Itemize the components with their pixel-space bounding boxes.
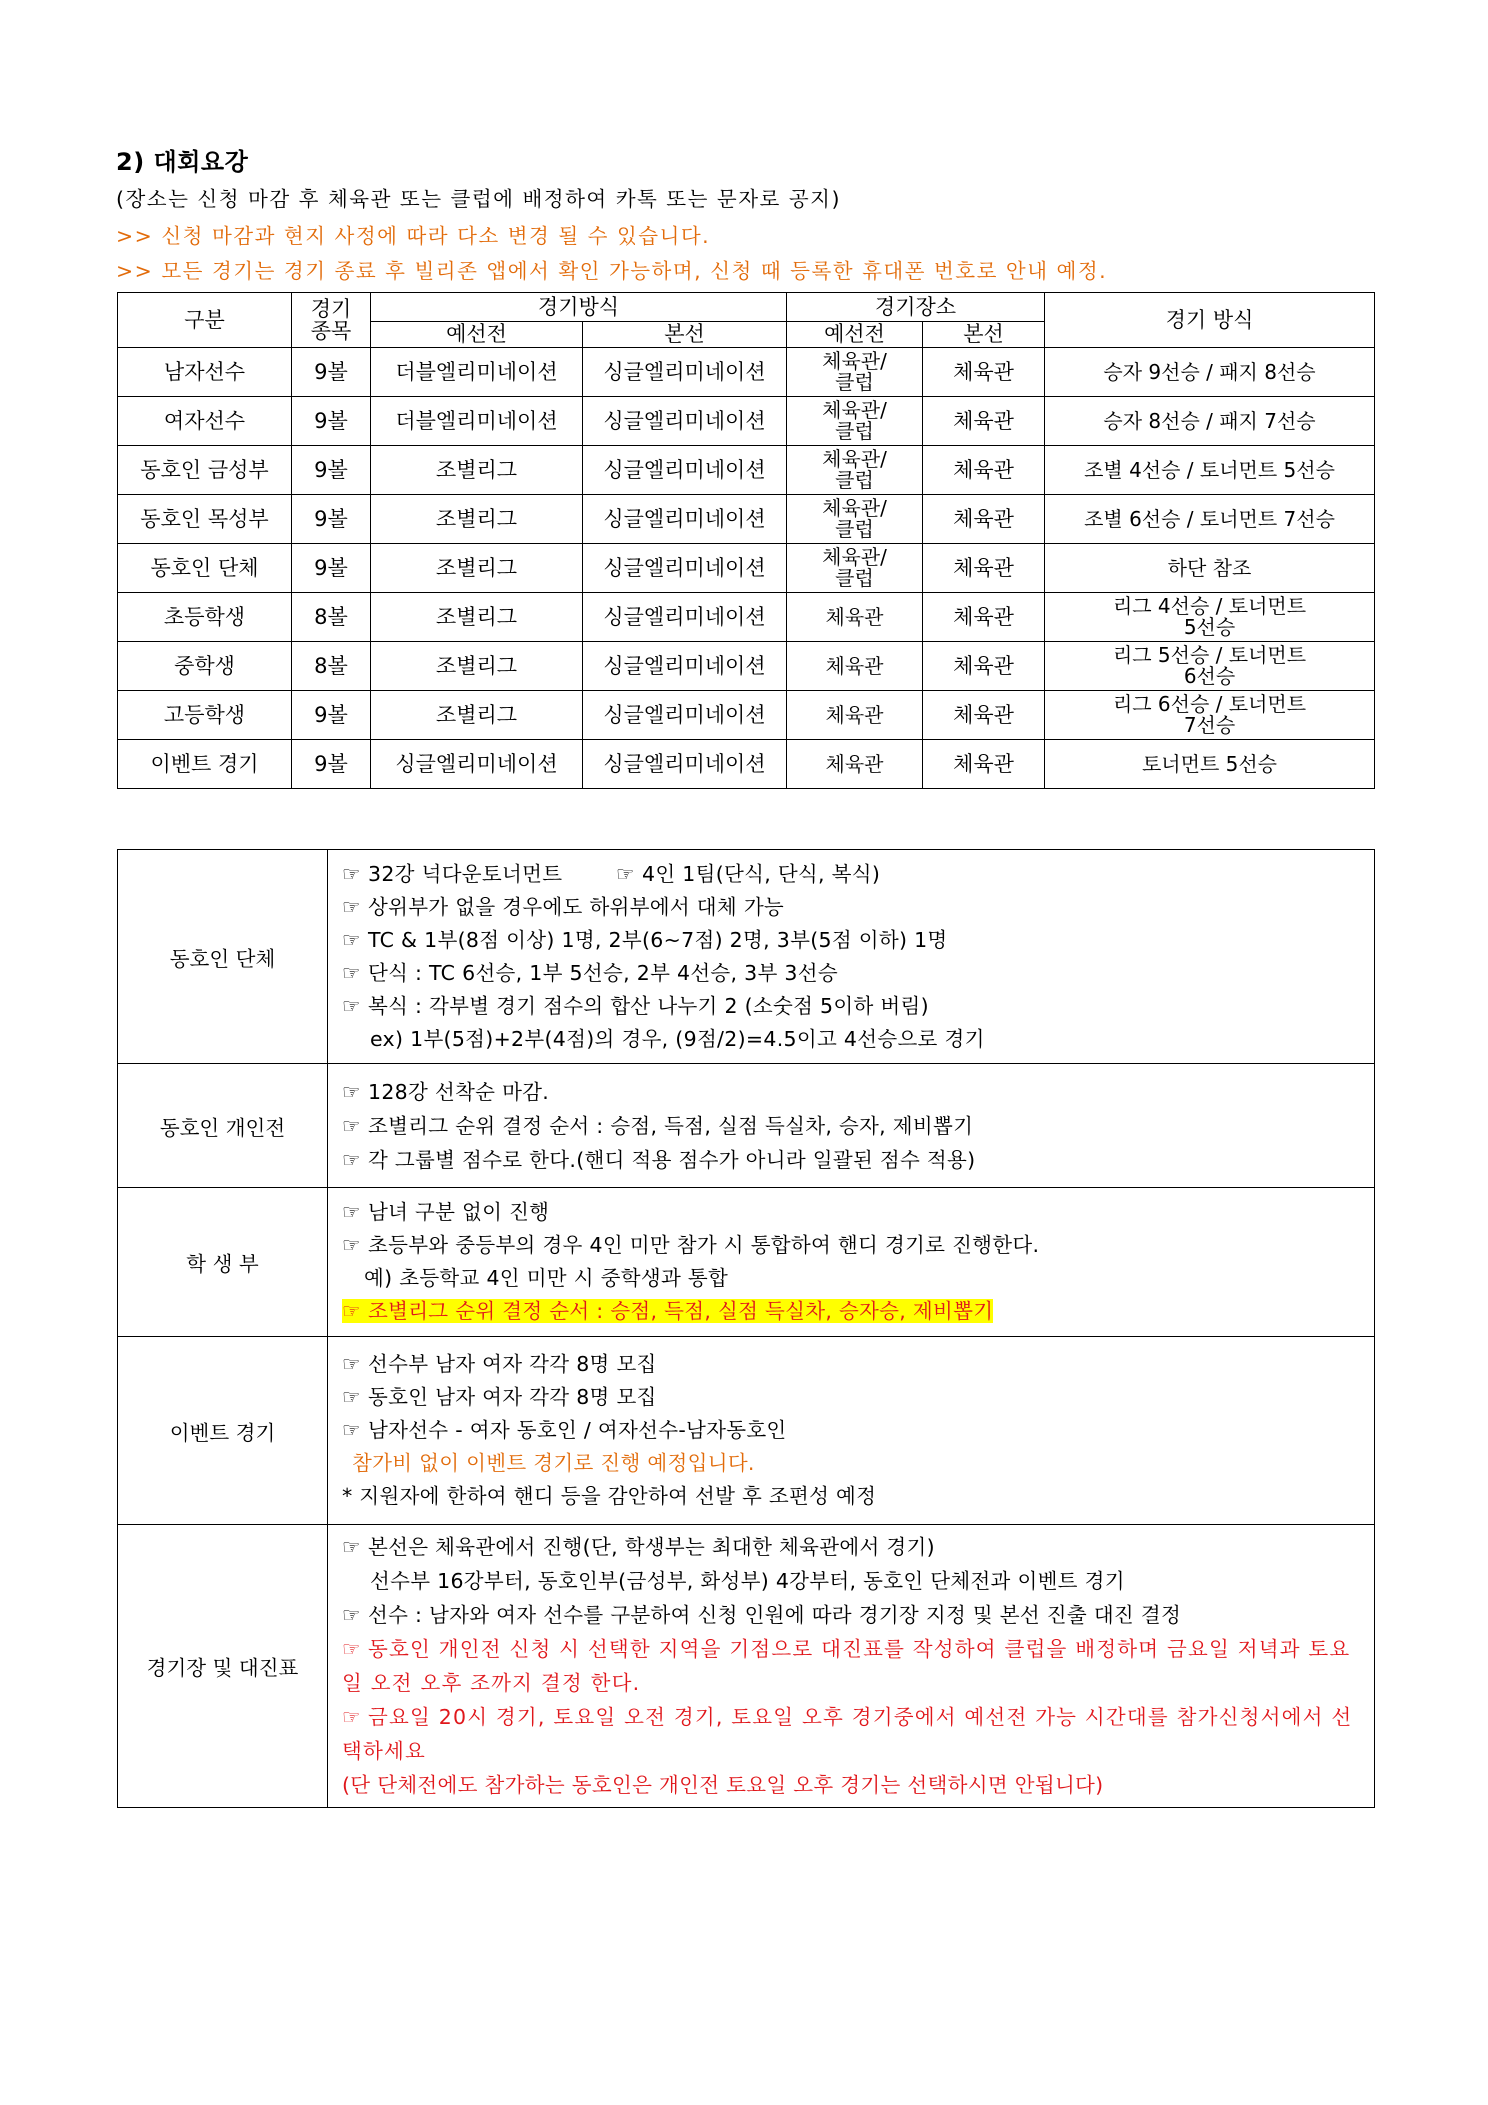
list-item: ☞ 남녀 구분 없이 진행 <box>342 1196 1364 1229</box>
cell-prelim: 조별리그 <box>371 544 583 593</box>
table-row <box>118 446 1375 495</box>
cell-venue-final: 체육관 <box>923 544 1045 593</box>
list-item: ☞ 남자선수 - 여자 동호인 / 여자선수-남자동호인 <box>342 1414 1364 1447</box>
detail-content <box>328 1064 1375 1188</box>
cell-venue-prelim: 체육관/ 클럽 <box>787 446 923 495</box>
pointing-hand-icon: ☞ <box>342 1233 361 1257</box>
pointing-hand-icon: ☞ <box>615 861 635 886</box>
cell-final: 싱글엘리미네이션 <box>583 593 787 642</box>
cell-format: 리그 5선승 / 토너먼트 6선승 <box>1045 642 1375 691</box>
list-item: ☞ 32강 넉다운토너먼트 ☞ 4인 1팀(단식, 단식, 복식) <box>342 858 1364 891</box>
list-item: ☞ 복식 : 각부별 경기 점수의 합산 나누기 2 (소숫점 5이하 버림) <box>342 990 1364 1023</box>
cell-event: 9볼 <box>292 397 371 446</box>
header-venue: 경기장소 <box>787 293 1045 322</box>
detail-row-event <box>118 1337 1375 1525</box>
pointing-hand-icon: ☞ <box>342 993 361 1018</box>
highlighted-item: ☞ 조별리그 순위 결정 순서 : 승점, 득점, 실점 득실차, 승자승, 제비뽑기 <box>342 1295 1364 1328</box>
table-row <box>118 593 1375 642</box>
schedule-table <box>117 292 1375 789</box>
details-table <box>117 849 1375 1808</box>
pointing-hand-icon: ☞ <box>342 1113 361 1138</box>
cell-final: 싱글엘리미네이션 <box>583 642 787 691</box>
cell-format: 리그 4선승 / 토너먼트 5선승 <box>1045 593 1375 642</box>
list-item: ☞ 동호인 개인전 신청 시 선택한 지역을 기점으로 대진표를 작성하여 클럽을 배정하며 금요일 저녁과 토요일 오전 오후 조까지 결정 한다. <box>342 1632 1364 1700</box>
header-venue-prelim: 예선전 <box>787 322 923 348</box>
app-notice: >> 모든 경기는 경기 종료 후 빌리존 앱에서 확인 가능하며, 신청 때 등록한 휴대폰 번호로 안내 예정. <box>116 259 1108 283</box>
pointing-hand-icon: ☞ <box>342 861 361 886</box>
list-item: 참가비 없이 이벤트 경기로 진행 예정입니다. <box>352 1451 755 1475</box>
pointing-hand-icon: ☞ <box>342 960 361 985</box>
cell-venue-prelim: 체육관 <box>787 691 923 740</box>
detail-row-venue <box>118 1525 1375 1808</box>
cell-format: 조별 4선승 / 토너먼트 5선승 <box>1045 446 1375 495</box>
pointing-hand-icon: ☞ <box>342 1705 362 1729</box>
change-notice: >> 신청 마감과 현지 사정에 따라 다소 변경 될 수 있습니다. <box>116 224 711 248</box>
table-row <box>118 397 1375 446</box>
detail-row-team <box>118 850 1375 1064</box>
pointing-hand-icon: ☞ <box>342 1147 361 1172</box>
cell-category: 이벤트 경기 <box>118 740 292 789</box>
venue-notice: (장소는 신청 마감 후 체육관 또는 클럽에 배정하여 카톡 또는 문자로 공지) <box>116 187 841 211</box>
pointing-hand-icon: ☞ <box>342 1200 361 1224</box>
pointing-hand-icon: ☞ <box>342 1352 361 1376</box>
header-method: 경기방식 <box>371 293 787 322</box>
list-item: ☞ 상위부가 없을 경우에도 하위부에서 대체 가능 <box>342 891 1364 924</box>
cell-prelim: 조별리그 <box>371 691 583 740</box>
cell-prelim: 조별리그 <box>371 642 583 691</box>
table-row <box>118 495 1375 544</box>
cell-format: 토너먼트 5선승 <box>1045 740 1375 789</box>
list-item: 선수부 16강부터, 동호인부(금성부, 화성부) 4강부터, 동호인 단체전과 이벤트 경기 <box>370 1569 1125 1593</box>
cell-final: 싱글엘리미네이션 <box>583 544 787 593</box>
cell-prelim: 더블엘리미네이션 <box>371 397 583 446</box>
cell-prelim: 싱글엘리미네이션 <box>371 740 583 789</box>
cell-event: 9볼 <box>292 495 371 544</box>
detail-content <box>328 1188 1375 1337</box>
detail-label: 이벤트 경기 <box>118 1337 328 1525</box>
list-item: ☞ 동호인 남자 여자 각각 8명 모집 <box>342 1381 1364 1414</box>
header-prelim: 예선전 <box>371 322 583 348</box>
cell-venue-final: 체육관 <box>923 740 1045 789</box>
detail-label: 경기장 및 대진표 <box>118 1525 328 1808</box>
detail-label: 동호인 개인전 <box>118 1064 328 1188</box>
table-row <box>118 691 1375 740</box>
cell-venue-final: 체육관 <box>923 495 1045 544</box>
detail-content <box>328 1337 1375 1525</box>
list-item: ☞ 선수 : 남자와 여자 선수를 구분하여 신청 인원에 따라 경기장 지정 및 본선 진출 대진 결정 <box>342 1598 1364 1632</box>
cell-category: 동호인 목성부 <box>118 495 292 544</box>
list-item: 예) 초등학교 4인 미만 시 중학생과 통합 <box>364 1266 729 1290</box>
cell-format: 하단 참조 <box>1045 544 1375 593</box>
cell-event: 8볼 <box>292 593 371 642</box>
pointing-hand-icon: ☞ <box>342 894 361 919</box>
detail-label: 학 생 부 <box>118 1188 328 1337</box>
list-item: ☞ 본선은 체육관에서 진행(단, 학생부는 최대한 체육관에서 경기) <box>342 1530 1364 1564</box>
list-item: ☞ 초등부와 중등부의 경우 4인 미만 참가 시 통합하여 핸디 경기로 진행한다. <box>342 1229 1364 1262</box>
cell-venue-final: 체육관 <box>923 691 1045 740</box>
pointing-hand-icon: ☞ <box>342 1603 361 1627</box>
cell-venue-prelim: 체육관/ 클럽 <box>787 348 923 397</box>
cell-event: 9볼 <box>292 691 371 740</box>
cell-venue-final: 체육관 <box>923 642 1045 691</box>
pointing-hand-icon: ☞ <box>342 1299 361 1323</box>
cell-venue-prelim: 체육관/ 클럽 <box>787 544 923 593</box>
pointing-hand-icon: ☞ <box>342 1385 361 1409</box>
detail-content <box>328 1525 1375 1808</box>
list-item: (단 단체전에도 참가하는 동호인은 개인전 토요일 오후 경기는 선택하시면 안됩니다) <box>342 1773 1104 1797</box>
cell-event: 9볼 <box>292 348 371 397</box>
cell-final: 싱글엘리미네이션 <box>583 495 787 544</box>
cell-venue-final: 체육관 <box>923 348 1045 397</box>
cell-final: 싱글엘리미네이션 <box>583 446 787 495</box>
table-row <box>118 642 1375 691</box>
list-item: ex) 1부(5점)+2부(4점)의 경우, (9점/2)=4.5이고 4선승으로 경기 <box>370 1026 985 1051</box>
cell-venue-final: 체육관 <box>923 446 1045 495</box>
pointing-hand-icon: ☞ <box>342 1535 361 1559</box>
list-item: ☞ 선수부 남자 여자 각각 8명 모집 <box>342 1348 1364 1381</box>
table-row <box>118 348 1375 397</box>
list-item: ☞ 각 그룹별 점수로 한다.(핸디 적용 점수가 아니라 일괄된 점수 적용) <box>342 1143 1364 1177</box>
list-item: ☞ 128강 선착순 마감. <box>342 1075 1364 1109</box>
header-venue-final: 본선 <box>923 322 1045 348</box>
cell-venue-prelim: 체육관 <box>787 642 923 691</box>
cell-category: 남자선수 <box>118 348 292 397</box>
cell-prelim: 조별리그 <box>371 495 583 544</box>
cell-event: 8볼 <box>292 642 371 691</box>
cell-final: 싱글엘리미네이션 <box>583 691 787 740</box>
cell-format: 승자 8선승 / 패지 7선승 <box>1045 397 1375 446</box>
cell-prelim: 더블엘리미네이션 <box>371 348 583 397</box>
cell-final: 싱글엘리미네이션 <box>583 397 787 446</box>
cell-final: 싱글엘리미네이션 <box>583 348 787 397</box>
cell-venue-prelim: 체육관 <box>787 740 923 789</box>
list-item: ☞ 단식 : TC 6선승, 1부 5선승, 2부 4선승, 3부 3선승 <box>342 957 1364 990</box>
cell-category: 중학생 <box>118 642 292 691</box>
cell-venue-prelim: 체육관 <box>787 593 923 642</box>
cell-venue-prelim: 체육관/ 클럽 <box>787 397 923 446</box>
list-item: ☞ TC & 1부(8점 이상) 1명, 2부(6~7점) 2명, 3부(5점 이하) 1명 <box>342 924 1364 957</box>
cell-event: 9볼 <box>292 446 371 495</box>
pointing-hand-icon: ☞ <box>342 1637 362 1661</box>
header-event: 경기 종목 <box>292 293 371 348</box>
cell-event: 9볼 <box>292 544 371 593</box>
list-item: ☞ 조별리그 순위 결정 순서 : 승점, 득점, 실점 득실차, 승자, 제비뽑기 <box>342 1109 1364 1143</box>
pointing-hand-icon: ☞ <box>342 1079 361 1104</box>
header-category: 구분 <box>118 293 292 348</box>
header-final: 본선 <box>583 322 787 348</box>
cell-venue-final: 체육관 <box>923 593 1045 642</box>
pointing-hand-icon: ☞ <box>342 1418 361 1442</box>
cell-venue-final: 체육관 <box>923 397 1045 446</box>
cell-category: 고등학생 <box>118 691 292 740</box>
list-item: * 지원자에 한하여 핸디 등을 감안하여 선발 후 조편성 예정 <box>342 1484 877 1508</box>
cell-category: 동호인 단체 <box>118 544 292 593</box>
pointing-hand-icon: ☞ <box>342 927 361 952</box>
list-item: ☞ 금요일 20시 경기, 토요일 오전 경기, 토요일 오후 경기중에서 예선전 가능 시간대를 참가신청서에서 선택하세요 <box>342 1700 1364 1768</box>
cell-format: 승자 9선승 / 패지 8선승 <box>1045 348 1375 397</box>
cell-prelim: 조별리그 <box>371 446 583 495</box>
detail-label: 동호인 단체 <box>118 850 328 1064</box>
detail-row-individual <box>118 1064 1375 1188</box>
cell-format: 리그 6선승 / 토너먼트 7선승 <box>1045 691 1375 740</box>
header-format: 경기 방식 <box>1045 293 1375 348</box>
cell-category: 동호인 금성부 <box>118 446 292 495</box>
cell-event: 9볼 <box>292 740 371 789</box>
cell-category: 여자선수 <box>118 397 292 446</box>
table-row <box>118 544 1375 593</box>
detail-row-student <box>118 1188 1375 1337</box>
cell-format: 조별 6선승 / 토너먼트 7선승 <box>1045 495 1375 544</box>
cell-final: 싱글엘리미네이션 <box>583 740 787 789</box>
cell-prelim: 조별리그 <box>371 593 583 642</box>
detail-content <box>328 850 1375 1064</box>
cell-venue-prelim: 체육관/ 클럽 <box>787 495 923 544</box>
cell-category: 초등학생 <box>118 593 292 642</box>
table-row <box>118 740 1375 789</box>
section-title: 2) 대회요강 <box>116 148 249 176</box>
